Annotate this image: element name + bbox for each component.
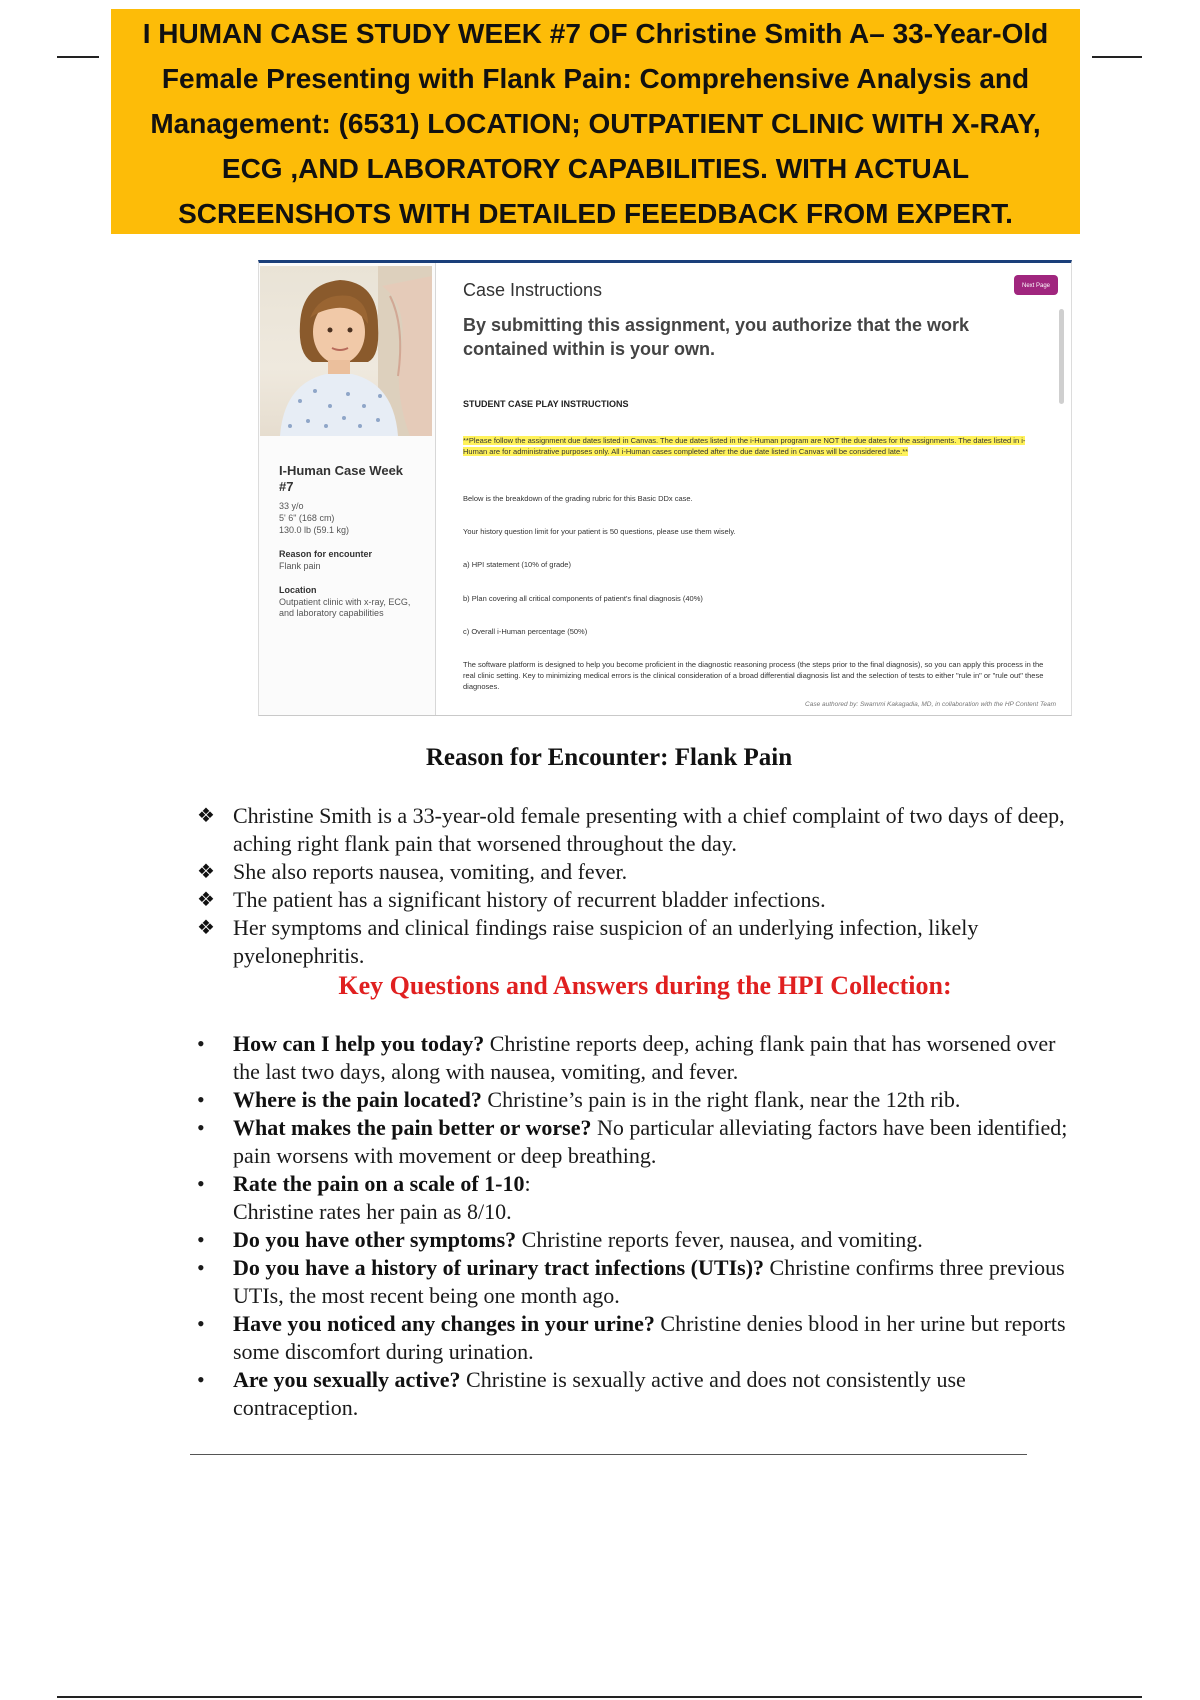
- list-item: ❖ She also reports nausea, vomiting, and fever.: [197, 859, 628, 884]
- question: Have you noticed any changes in your urine?: [233, 1311, 655, 1336]
- bullet-icon: •: [197, 1367, 205, 1392]
- question: Rate the pain on a scale of 1-10: [233, 1171, 525, 1196]
- patient-weight: 130.0 lb (59.1 kg): [279, 525, 350, 535]
- summary-list: [195, 802, 1065, 970]
- question: Are you sexually active?: [233, 1367, 461, 1392]
- list-item: [195, 1366, 1075, 1422]
- list-item: [195, 1170, 1075, 1226]
- bullet-icon: •: [197, 1171, 205, 1196]
- case-name: I-Human Case Week #7: [279, 463, 404, 494]
- scrollbar[interactable]: [1059, 309, 1064, 404]
- qa-list: [195, 1030, 1075, 1422]
- diamond-bullet-icon: ❖: [197, 861, 215, 883]
- list-item: [195, 1030, 1075, 1086]
- section-divider: [190, 1454, 1027, 1455]
- answer: Christine’s pain is in the right flank, near the 12th rib.: [481, 1087, 961, 1112]
- diamond-bullet-icon: ❖: [197, 917, 215, 939]
- location-label: Location: [279, 585, 317, 595]
- list-item: [195, 1310, 1075, 1366]
- answer: Christine denies blood in her urine but reports some discomfort during urination.: [233, 1311, 1066, 1364]
- answer: Christine confirms three previous UTIs, the most recent being one month ago.: [233, 1255, 1065, 1308]
- reason-label: Reason for encounter: [279, 549, 373, 559]
- rubric-item-b: b) Plan covering all critical components of patient's final diagnosis (40%): [463, 594, 703, 603]
- list-item: [195, 1226, 1075, 1254]
- question: Do you have other symptoms?: [233, 1227, 517, 1252]
- list-item: ❖ Christine Smith is a 33-year-old female presenting with a chief complaint of two days of deep, aching right flank pain that worsened throughout the day.: [197, 803, 1065, 856]
- location-value: Outpatient clinic with x-ray, ECG, and laboratory capabilities: [279, 597, 411, 618]
- title-banner: [111, 9, 1080, 234]
- next-page-button[interactable]: Next Page: [1014, 275, 1058, 295]
- answer-detail: Christine rates her pain as 8/10.: [233, 1199, 512, 1224]
- case-credit: Case authored by: Swarnmi Kakagadia, MD, in collaboration with the HP Content Team: [805, 701, 1056, 708]
- question: Where is the pain located?: [233, 1087, 482, 1112]
- bullet-icon: •: [197, 1227, 205, 1252]
- document-title: I HUMAN CASE STUDY WEEK #7 OF Christine Smith A– 33-Year-Old Female Presenting with Flank Pain: Comprehensive Analysis and Management: (6531) LOCATION; OUTPATIENT CLINIC WITH X-RAY, ECG ,AND LABORATORY CAPABILITIES. WITH ACTUAL SCREENSHOTS WITH DETAILED FEEEDBACK FROM EXPERT.: [142, 18, 1049, 229]
- answer: :: [524, 1171, 531, 1196]
- case-instructions-title: Case Instructions: [463, 280, 603, 300]
- bullet-icon: •: [197, 1311, 205, 1336]
- key-questions-heading: Key Questions and Answers during the HPI Collection:: [338, 971, 952, 1000]
- list-item: [195, 1254, 1075, 1310]
- list-item: ❖ Her symptoms and clinical findings raise suspicion of an underlying infection, likely pyelonephritis.: [197, 915, 979, 968]
- question: Do you have a history of urinary tract infections (UTIs)?: [233, 1255, 765, 1280]
- reason-heading: Reason for Encounter: Flank Pain: [425, 744, 793, 771]
- answer: Christine reports deep, aching flank pain that has worsened over the last two days, along with nausea, vomiting, and fever.: [233, 1031, 1056, 1084]
- question: What makes the pain better or worse?: [233, 1115, 592, 1140]
- list-item: ❖ The patient has a significant history of recurrent bladder infections.: [197, 887, 826, 912]
- patient-avatar: [260, 266, 432, 436]
- answer: Christine is sexually active and does not consistently use contraception.: [233, 1367, 966, 1420]
- patient-height: 5' 6" (168 cm): [279, 513, 335, 523]
- top-rule-left: [57, 56, 99, 58]
- instructions-panel: [436, 263, 1071, 715]
- list-item: [195, 1114, 1075, 1170]
- patient-age: 33 y/o: [279, 501, 304, 511]
- reason-value: Flank pain: [279, 561, 321, 571]
- instructions-heading: STUDENT CASE PLAY INSTRUCTIONS: [463, 399, 629, 409]
- question-limit: Your history question limit for your patient is 50 questions, please use them wisely.: [463, 527, 736, 536]
- bottom-rule: [57, 1696, 1142, 1698]
- answer: No particular alleviating factors have been identified; pain worsens with movement or deep breathing.: [233, 1115, 1068, 1168]
- platform-description: The software platform is designed to help you become proficient in the diagnostic reasoning process (the steps prior to the final diagnosis), so you can apply this process in the real clinic setting. Key to minimizing medical errors is the clinical consideration of a broad differential diagnosis list and the selection of tests to either "rule in" or "rule out" these diagnoses.: [463, 660, 1044, 691]
- question: How can I help you today?: [233, 1031, 485, 1056]
- top-rule-right: [1092, 56, 1142, 58]
- diamond-bullet-icon: ❖: [197, 889, 215, 911]
- bullet-icon: •: [197, 1255, 205, 1280]
- list-item: [195, 1086, 1075, 1114]
- case-screenshot: [258, 260, 1072, 716]
- authorization-notice: By submitting this assignment, you authorize that the work contained within is your own.: [463, 315, 970, 359]
- answer: Christine reports fever, nausea, and vomiting.: [516, 1227, 923, 1252]
- bullet-icon: •: [197, 1115, 205, 1140]
- patient-panel: [259, 263, 436, 715]
- bullet-icon: •: [197, 1031, 205, 1056]
- rubric-item-a: a) HPI statement (10% of grade): [463, 560, 571, 569]
- due-date-highlight: **Please follow the assignment due dates listed in Canvas. The due dates listed in the i-Human program are NOT the due dates for the assignments. The dates listed in i-Human are for administrative purposes only. All i-Human cases completed after the due date listed in Canvas will be considered late.**: [463, 436, 1026, 456]
- rubric-intro: Below is the breakdown of the grading rubric for this Basic DDx case.: [463, 494, 693, 503]
- rubric-item-c: c) Overall i-Human percentage (50%): [463, 627, 588, 636]
- bullet-icon: •: [197, 1087, 205, 1112]
- diamond-bullet-icon: ❖: [197, 805, 215, 827]
- due-date-notice: [463, 435, 1038, 457]
